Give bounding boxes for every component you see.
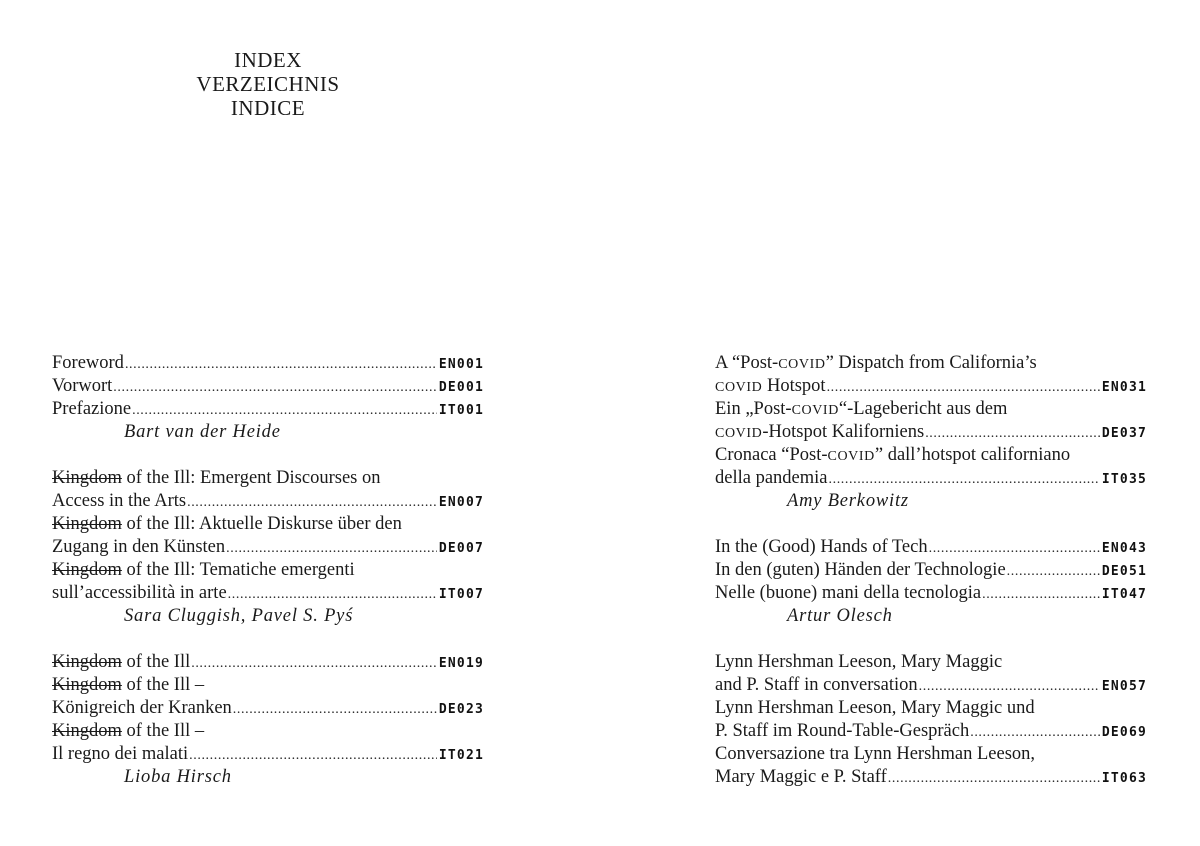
heading-index: INDEX bbox=[234, 48, 302, 72]
toc-entry-line bbox=[715, 421, 1147, 444]
title-text: -Hotspot Kaliforniens bbox=[762, 422, 925, 442]
dot-leader bbox=[226, 537, 437, 560]
title-text: P. Staff im Round-Table-Gespräch bbox=[715, 721, 970, 741]
page-reference: IT021 bbox=[438, 748, 484, 763]
strikethrough-word: Kingdom bbox=[52, 468, 122, 488]
dot-leader bbox=[970, 721, 1100, 744]
toc-entry-line bbox=[52, 651, 484, 674]
toc-entry-line bbox=[715, 720, 1147, 743]
title-text: ” dall’hotspot californiano bbox=[874, 445, 1071, 465]
toc-entry-line bbox=[52, 697, 484, 720]
author-name: Lioba Hirsch bbox=[124, 767, 232, 787]
title-text: Vorwort bbox=[52, 376, 113, 396]
toc-title-line bbox=[52, 513, 484, 536]
toc-entry-group bbox=[52, 352, 484, 444]
page-reference: EN057 bbox=[1101, 679, 1147, 694]
toc-entry-line bbox=[52, 582, 484, 605]
strikethrough-word: Kingdom bbox=[52, 675, 122, 695]
toc-entry-line bbox=[715, 536, 1147, 559]
title-text: ” Dispatch from California’s bbox=[825, 353, 1037, 373]
toc-title-line bbox=[715, 743, 1147, 766]
toc-entry-line bbox=[715, 582, 1147, 605]
title-text: Cronaca “Post- bbox=[715, 445, 828, 465]
toc-title-line bbox=[52, 720, 484, 743]
toc-entry-group bbox=[715, 536, 1147, 628]
title-text: Foreword bbox=[52, 353, 124, 373]
toc-entry-line bbox=[715, 766, 1147, 789]
dot-leader bbox=[228, 583, 437, 606]
index-heading bbox=[150, 48, 386, 120]
toc-entry-line bbox=[52, 375, 484, 398]
title-text: Conversazione tra Lynn Hershman Leeson, bbox=[715, 744, 1036, 764]
toc-entry-group bbox=[52, 651, 484, 789]
dot-leader bbox=[919, 675, 1100, 698]
page-reference: DE001 bbox=[438, 380, 484, 395]
title-text: of the Ill: Emergent Discourses on bbox=[121, 468, 381, 488]
dot-leader bbox=[132, 399, 437, 422]
page-reference: IT063 bbox=[1101, 771, 1147, 786]
page-reference: EN001 bbox=[438, 357, 484, 372]
dot-leader bbox=[1007, 560, 1100, 583]
toc-entry-line bbox=[52, 352, 484, 375]
page-reference: IT047 bbox=[1101, 587, 1147, 602]
title-text: Königreich der Kranken bbox=[52, 698, 232, 718]
dot-leader bbox=[888, 767, 1100, 790]
heading-indice: INDICE bbox=[230, 96, 306, 120]
title-text: COVID bbox=[778, 357, 826, 372]
title-text: A “Post- bbox=[715, 353, 779, 373]
title-text: Il regno dei malati bbox=[52, 744, 189, 764]
strikethrough-word: Kingdom bbox=[52, 560, 122, 580]
toc-entry-line bbox=[715, 467, 1147, 490]
title-text: Access in the Arts bbox=[52, 491, 187, 511]
toc-entry-line bbox=[715, 559, 1147, 582]
title-text: of the Ill: Tematiche emergenti bbox=[121, 560, 355, 580]
title-text: Hotspot bbox=[762, 376, 826, 396]
right-column bbox=[715, 352, 1147, 812]
toc-title-line bbox=[715, 398, 1147, 421]
toc-title-line bbox=[52, 467, 484, 490]
title-text: “-Lagebericht aus dem bbox=[838, 399, 1008, 419]
title-text: of the Ill – bbox=[121, 721, 205, 741]
page-reference: IT001 bbox=[438, 403, 484, 418]
title-text: In the (Good) Hands of Tech bbox=[715, 537, 928, 557]
toc-entry-line bbox=[52, 743, 484, 766]
title-text: of the Ill bbox=[121, 652, 191, 672]
toc-entry-line bbox=[52, 398, 484, 421]
title-text: della pandemia bbox=[715, 468, 828, 488]
title-text: of the Ill – bbox=[121, 675, 205, 695]
title-text: COVID bbox=[715, 380, 763, 395]
title-text: and P. Staff in conversation bbox=[715, 675, 918, 695]
toc-title-line bbox=[52, 674, 484, 697]
toc-entry-group bbox=[715, 352, 1147, 513]
strikethrough-word: Kingdom bbox=[52, 652, 122, 672]
page-reference: IT035 bbox=[1101, 472, 1147, 487]
toc-title-line bbox=[715, 352, 1147, 375]
page-reference: EN019 bbox=[438, 656, 484, 671]
toc-title-line bbox=[715, 444, 1147, 467]
title-text: Zugang in den Künsten bbox=[52, 537, 226, 557]
toc-entry-line bbox=[715, 375, 1147, 398]
left-column bbox=[52, 352, 484, 812]
title-text: Nelle (buone) mani della tecnologia bbox=[715, 583, 982, 603]
page-reference: DE051 bbox=[1101, 564, 1147, 579]
toc-entry-group bbox=[52, 467, 484, 628]
title-text: COVID bbox=[715, 426, 763, 441]
toc-title-line bbox=[52, 559, 484, 582]
toc-entry-group bbox=[715, 651, 1147, 789]
page-reference: DE007 bbox=[438, 541, 484, 556]
toc-entry-line bbox=[715, 674, 1147, 697]
strikethrough-word: Kingdom bbox=[52, 514, 122, 534]
dot-leader bbox=[191, 652, 437, 675]
toc-entry-line bbox=[52, 536, 484, 559]
heading-verzeichnis: VERZEICHNIS bbox=[196, 72, 340, 96]
author-name: Sara Cluggish, Pavel S. Pyś bbox=[124, 606, 354, 626]
toc-entry-line bbox=[52, 490, 484, 513]
toc-title-line bbox=[715, 697, 1147, 720]
page-reference: EN043 bbox=[1101, 541, 1147, 556]
page-reference: EN007 bbox=[438, 495, 484, 510]
dot-leader bbox=[982, 583, 1100, 606]
author-name: Artur Olesch bbox=[787, 606, 893, 626]
strikethrough-word: Kingdom bbox=[52, 721, 122, 741]
title-text: sull’accessibilità in arte bbox=[52, 583, 227, 603]
title-text: Lynn Hershman Leeson, Mary Maggic bbox=[715, 652, 1003, 672]
page-reference: DE069 bbox=[1101, 725, 1147, 740]
title-text: Prefazione bbox=[52, 399, 132, 419]
page-reference: IT007 bbox=[438, 587, 484, 602]
page-reference: DE037 bbox=[1101, 426, 1147, 441]
author-name: Bart van der Heide bbox=[124, 422, 281, 442]
author-name: Amy Berkowitz bbox=[787, 491, 909, 511]
title-text: of the Ill: Aktuelle Diskurse über den bbox=[121, 514, 402, 534]
dot-leader bbox=[233, 698, 437, 721]
toc-title-line bbox=[715, 651, 1147, 674]
title-text: Ein „Post- bbox=[715, 399, 792, 419]
dot-leader bbox=[189, 744, 437, 767]
title-text: Lynn Hershman Leeson, Mary Maggic und bbox=[715, 698, 1035, 718]
dot-leader bbox=[925, 422, 1100, 445]
dot-leader bbox=[829, 468, 1100, 491]
dot-leader bbox=[929, 537, 1100, 560]
title-text: COVID bbox=[791, 403, 839, 418]
dot-leader bbox=[113, 376, 437, 399]
title-text: Mary Maggic e P. Staff bbox=[715, 767, 887, 787]
title-text: COVID bbox=[827, 449, 875, 464]
page-reference: DE023 bbox=[438, 702, 484, 717]
dot-leader bbox=[827, 376, 1100, 399]
title-text: In den (guten) Händen der Technologie bbox=[715, 560, 1006, 580]
dot-leader bbox=[125, 353, 437, 376]
dot-leader bbox=[187, 491, 437, 514]
page-reference: EN031 bbox=[1101, 380, 1147, 395]
